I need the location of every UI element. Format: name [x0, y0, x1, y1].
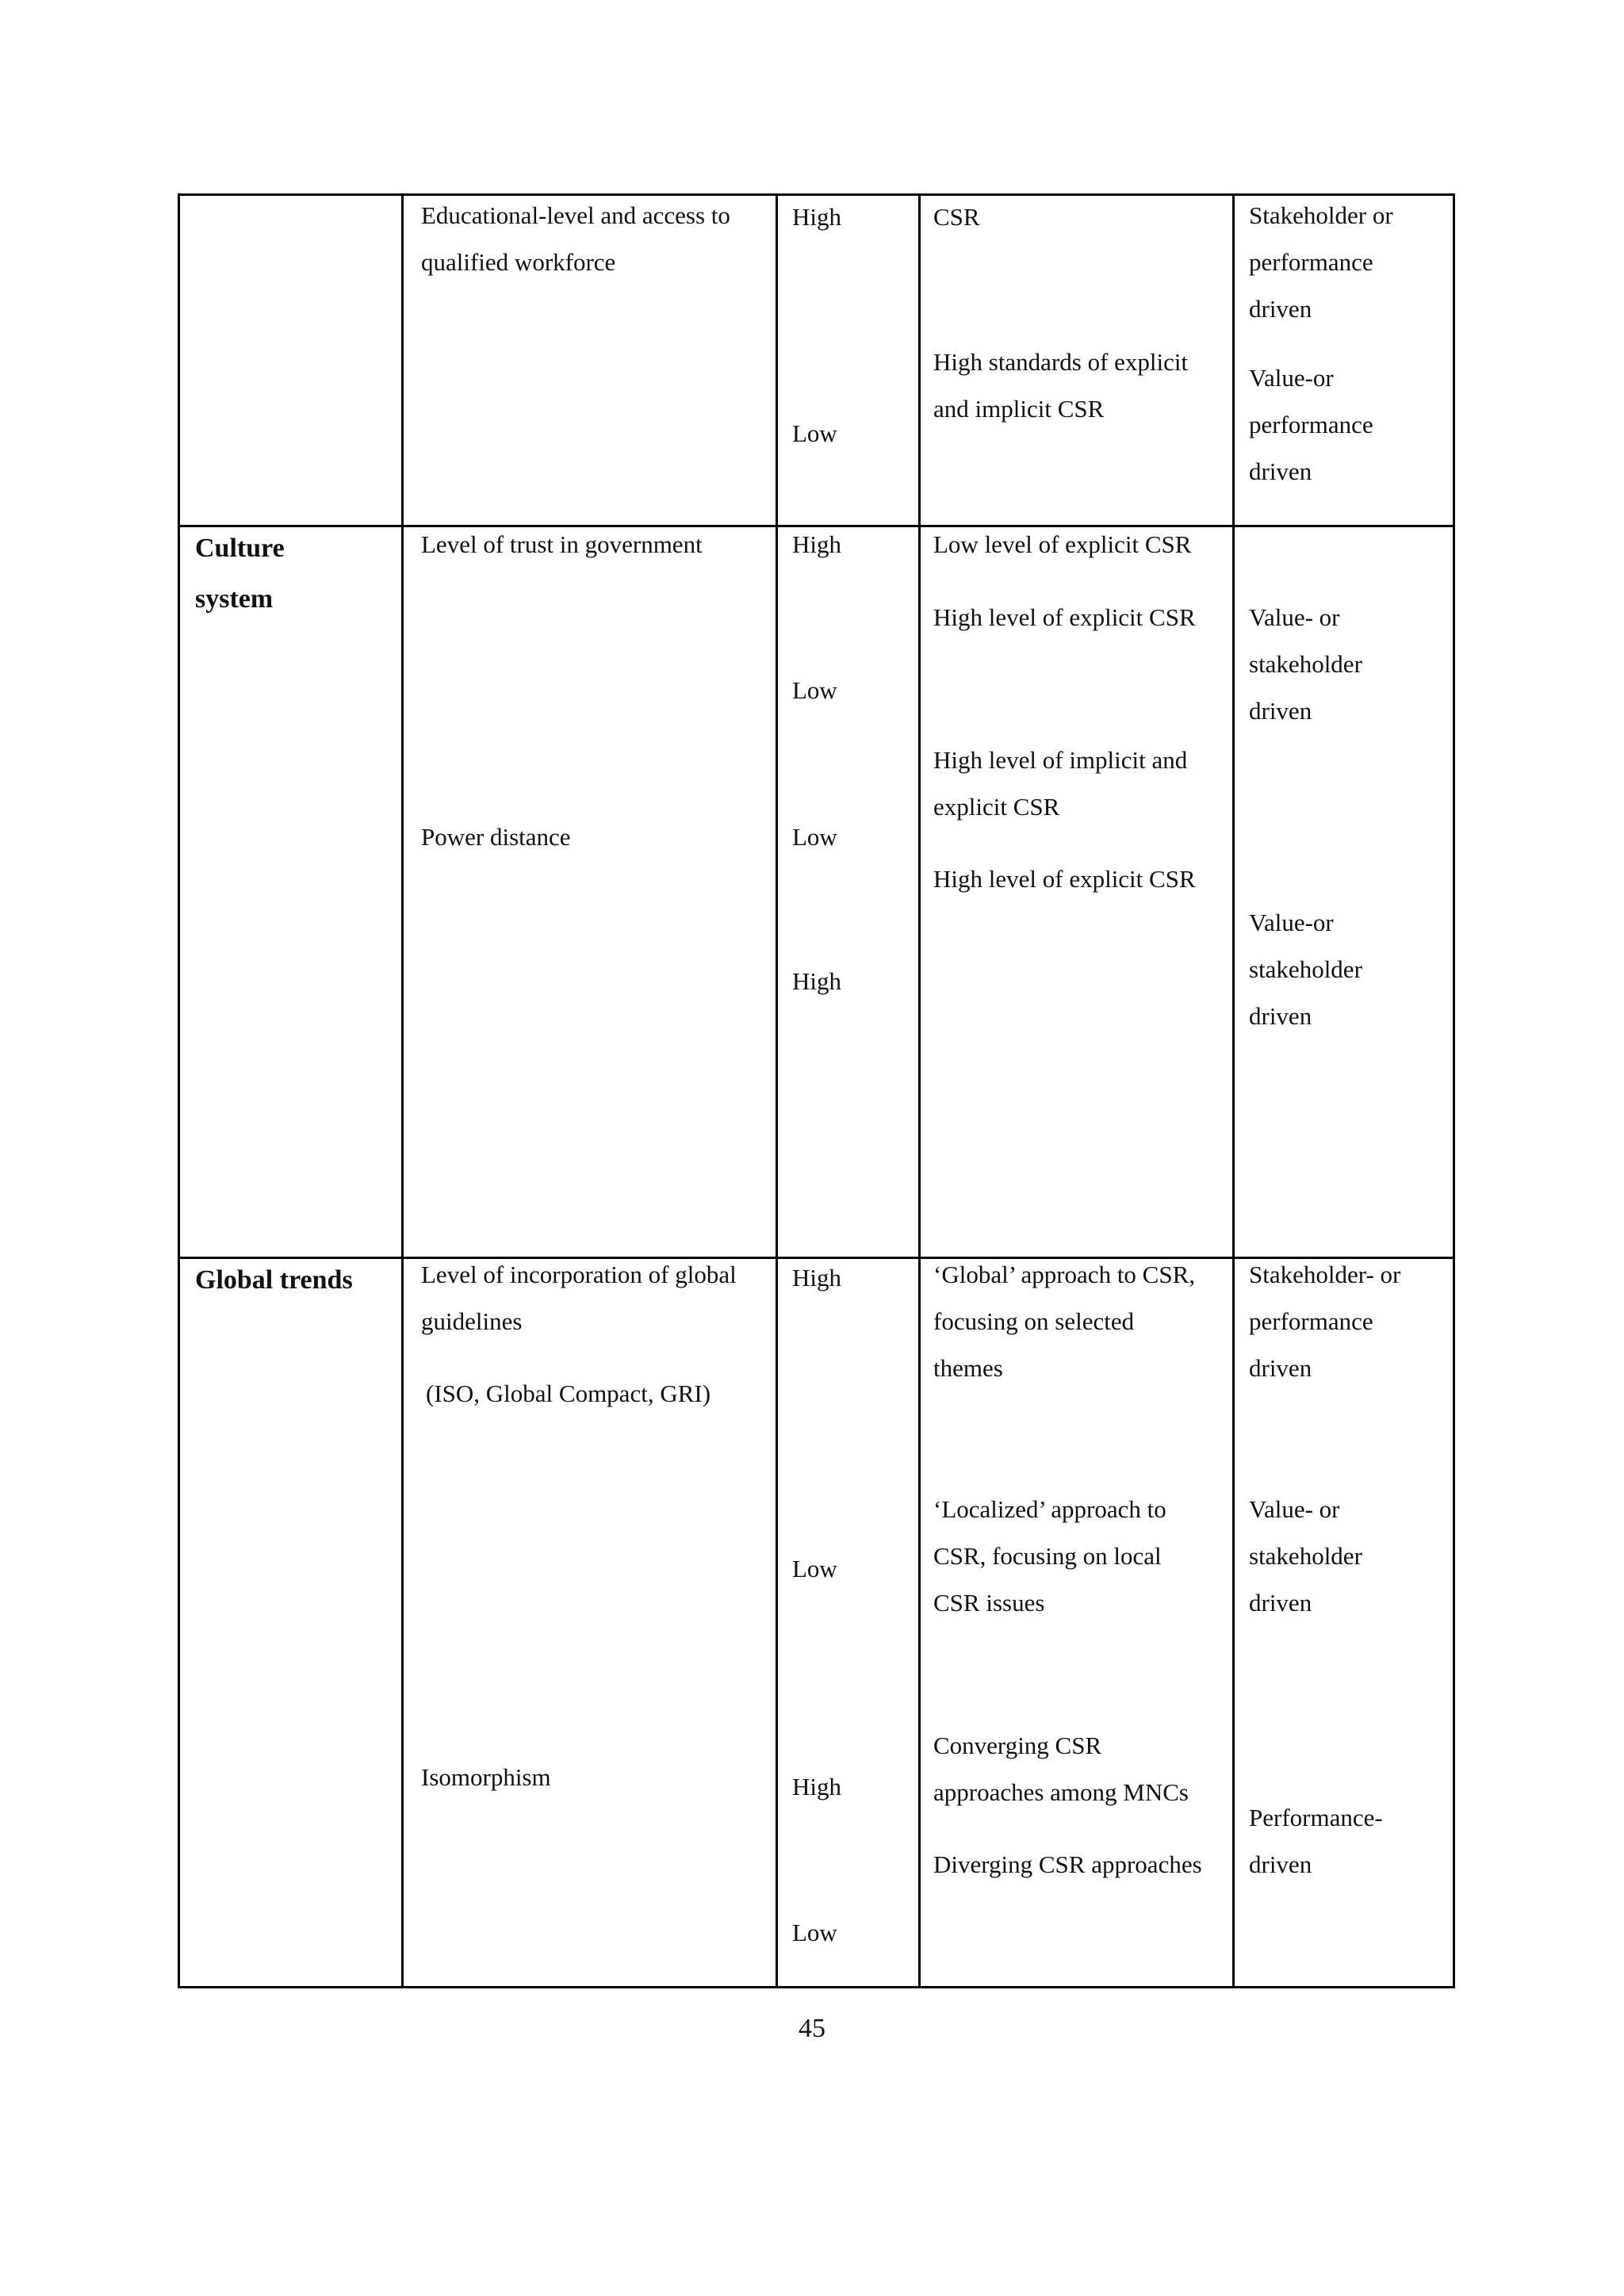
csr-outcome: High standards of explicit and implicit CSR [933, 348, 1189, 423]
csr-outcome: High level of explicit CSR [933, 865, 1196, 893]
level-high: High [792, 203, 841, 231]
level-low: Low [792, 419, 837, 447]
orientation: Value- or stakeholder driven [1249, 1495, 1362, 1617]
column-divider [401, 196, 404, 1986]
level-low: Low [792, 1555, 837, 1582]
column-divider [918, 196, 921, 1986]
factor-label: Power distance [421, 823, 571, 851]
factor-label-examples: (ISO, Global Compact, GRI) [426, 1380, 711, 1407]
level-high: High [792, 530, 841, 558]
csr-outcome: CSR [933, 203, 980, 231]
csr-outcome: Low level of explicit CSR [933, 530, 1192, 558]
orientation: Value- or stakeholder driven [1249, 603, 1362, 725]
orientation: Stakeholder or performance driven [1249, 201, 1393, 323]
level-high: High [792, 1264, 841, 1292]
level-low: Low [792, 676, 837, 704]
orientation: Performance- driven [1249, 1804, 1383, 1878]
factor-label: Educational-level and access to qualified workforce [421, 201, 730, 276]
level-high: High [792, 1773, 841, 1800]
level-low: Low [792, 823, 837, 851]
category-label: Culture system [195, 534, 285, 614]
orientation: Stakeholder- or performance driven [1249, 1261, 1401, 1382]
column-divider [1232, 196, 1235, 1986]
csr-outcome: Diverging CSR approaches [933, 1850, 1202, 1878]
factor-label: Level of trust in government [421, 530, 703, 558]
page-number: 45 [799, 2014, 825, 2043]
csr-outcome: High level of implicit and explicit CSR [933, 746, 1188, 821]
level-high: High [792, 967, 841, 995]
factor-label: Level of incorporation of global guidelines [421, 1261, 737, 1335]
csr-outcome: ‘Localized’ approach to CSR, focusing on local CSR issues [933, 1495, 1166, 1617]
orientation: Value-or performance driven [1249, 364, 1373, 485]
orientation: Value-or stakeholder driven [1249, 909, 1362, 1030]
factor-label: Isomorphism [421, 1763, 551, 1791]
level-low: Low [792, 1919, 837, 1946]
csr-outcome: High level of explicit CSR [933, 603, 1196, 631]
csr-outcome: ‘Global’ approach to CSR, focusing on selected themes [933, 1261, 1196, 1382]
category-label: Global trends [195, 1265, 353, 1295]
csr-factors-table [178, 193, 1455, 1988]
csr-outcome: Converging CSR approaches among MNCs [933, 1732, 1189, 1806]
column-divider [776, 196, 778, 1986]
